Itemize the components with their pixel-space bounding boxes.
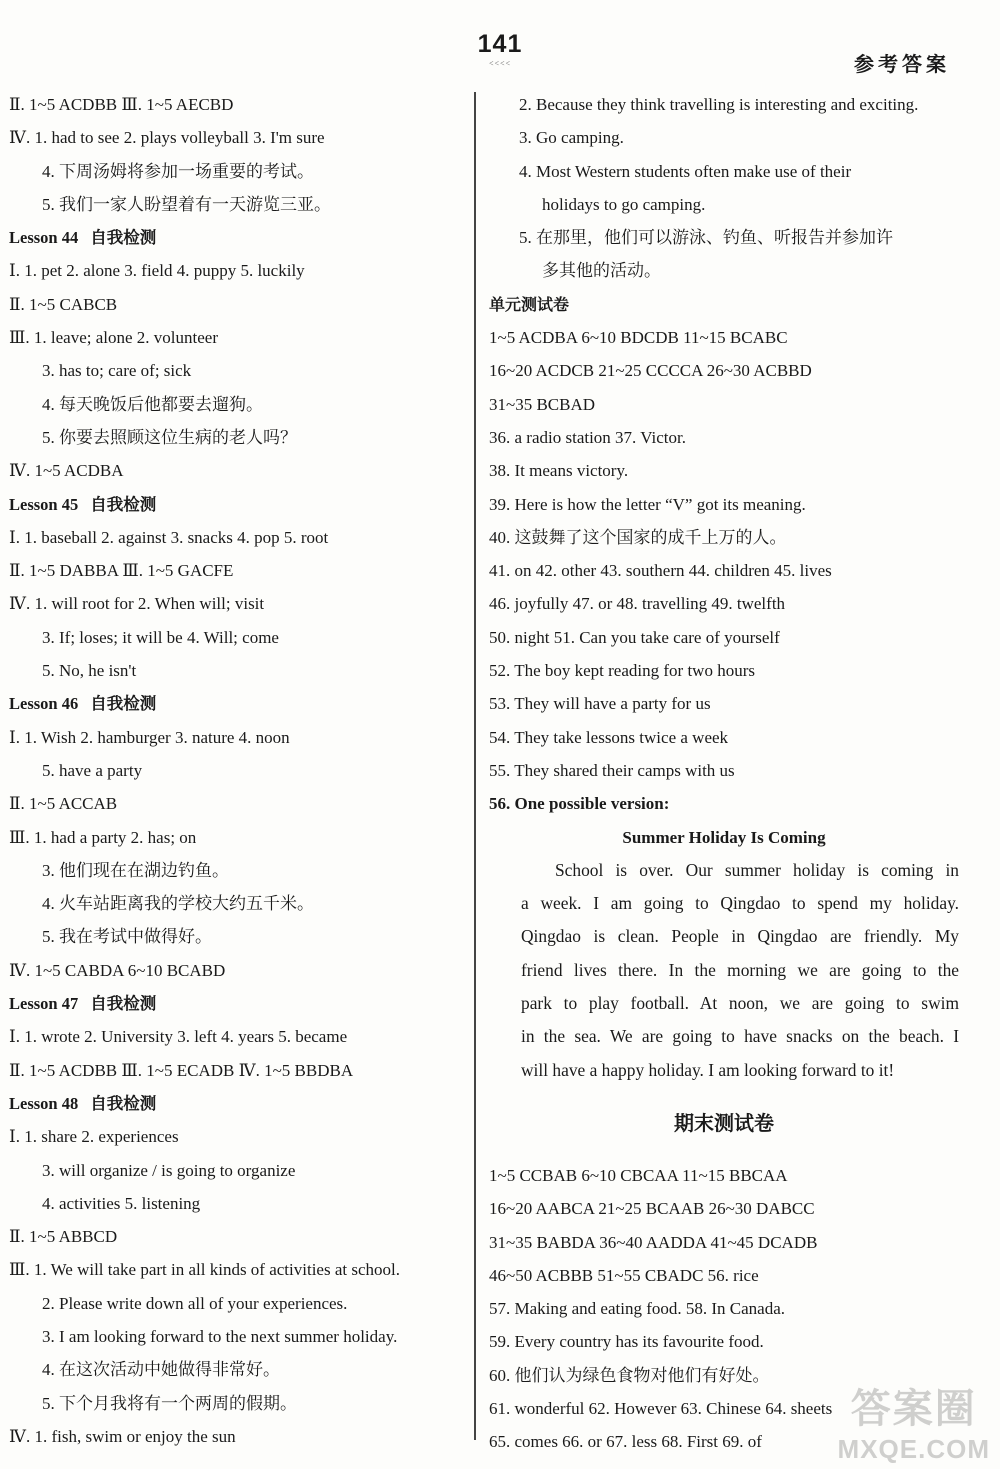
answer-line: Ⅰ. 1. pet 2. alone 3. field 4. puppy 5. luckily [9, 261, 305, 281]
lesson-heading [9, 488, 467, 521]
section-header: 参考答案 [854, 52, 950, 76]
essay-line: in the sea. We are going to have snacks on the beach. I [521, 1026, 959, 1047]
answer-line: Ⅱ. 1~5 ABBCD [9, 1227, 118, 1247]
answer-line: 3. Go camping. [519, 128, 624, 148]
final-exam-title: 期末测试卷 [674, 1110, 774, 1135]
answer-line: Ⅱ. 1~5 DABBA Ⅲ. 1~5 GACFE [9, 561, 234, 581]
answer-line: 40. 这鼓舞了这个国家的成千上万的人。 [489, 527, 787, 547]
answer-line: Ⅰ. 1. baseball 2. against 3. snacks 4. pop 5. root [9, 527, 329, 547]
answer-line: 31~35 BABDA 36~40 AADDA 41~45 DCADB [489, 1232, 818, 1252]
answer-line: Ⅲ. 1. leave; alone 2. volunteer [9, 328, 218, 348]
page-number: 141 [477, 30, 523, 58]
answer-line: 5. 我们一家人盼望着有一天游览三亚。 [42, 194, 331, 214]
essay-title: Summer Holiday Is Coming [622, 827, 826, 847]
answer-line: 5. 在那里，他们可以游泳、钓鱼、听报告并参加许 [519, 228, 893, 248]
watermark-url: MXQE.COM [837, 1434, 990, 1464]
lesson-title: Lesson 48 [9, 1093, 79, 1113]
answer-line: 5. 我在考试中做得好。 [42, 927, 212, 947]
answer-line: 3. If; loses; it will be 4. Will; come [42, 627, 279, 647]
essay-line: a week. I am going to Qingdao to spend my holiday. [521, 893, 959, 914]
answer-line: 50. night 51. Can you take care of yourself [489, 627, 780, 647]
essay-line: park to play football. At noon, we are going to swim [521, 993, 959, 1014]
answer-line: Ⅳ. 1~5 ACDBA [9, 461, 124, 481]
watermark [838, 1377, 990, 1465]
self-check-label: 自我检测 [90, 994, 157, 1014]
answer-line: 3. has to; care of; sick [42, 361, 192, 381]
answer-line: 5. 下个月我将有一个两周的假期。 [42, 1393, 297, 1413]
answer-line: Ⅱ. 1~5 ACCAB [9, 794, 118, 814]
lesson-heading [9, 221, 467, 254]
answer-line: 2. Because they think travelling is interesting and exciting. [519, 95, 919, 114]
answer-line: 4. Most Western students often make use of their [519, 161, 852, 181]
answer-line: 1~5 CCBAB 6~10 CBCAA 11~15 BBCAA [489, 1165, 788, 1185]
answer-line: 41. on 42. other 43. southern 44. children 45. lives [489, 561, 832, 581]
self-check-label: 自我检测 [90, 494, 157, 514]
answer-line: 4. 火车站距离我的学校大约五千米。 [42, 894, 314, 914]
answer-line: Ⅰ. 1. share 2. experiences [9, 1127, 179, 1147]
answer-line: 36. a radio station 37. Victor. [489, 427, 686, 447]
answer-line: 56. One possible version: [489, 794, 670, 814]
answer-line: 3. 他们现在在湖边钓鱼。 [42, 860, 229, 880]
answer-line: 5. have a party [42, 760, 143, 780]
answer-line: 多其他的活动。 [542, 261, 661, 281]
answer-line: Ⅰ. 1. Wish 2. hamburger 3. nature 4. noon [9, 727, 290, 747]
essay-line: will have a happy holiday. I am looking forward to it! [521, 1059, 895, 1080]
lesson-heading [9, 1087, 467, 1120]
answer-line: 65. comes 66. or 67. less 68. First 69. of [489, 1432, 762, 1452]
left-column [9, 88, 467, 1453]
answer-line: 4. 下周汤姆将参加一场重要的考试。 [42, 161, 314, 181]
answer-line: 53. They will have a party for us [489, 694, 711, 714]
answer-line: Ⅱ. 1~5 ACDBB Ⅲ. 1~5 ECADB Ⅳ. 1~5 BBDBA [9, 1060, 354, 1080]
answer-line: 4. 在这次活动中她做得非常好。 [42, 1360, 280, 1380]
answer-line: Ⅱ. 1~5 CABCB [9, 294, 118, 314]
answer-line: 39. Here is how the letter “V” got its meaning. [489, 494, 806, 514]
answer-line: 16~20 ACDCB 21~25 CCCCA 26~30 ACBBD [489, 361, 812, 381]
column-divider [474, 92, 476, 1440]
answer-line: 55. They shared their camps with us [489, 760, 735, 780]
answer-line: 5. 你要去照顾这位生病的老人吗？ [42, 427, 297, 447]
answer-line: 59. Every country has its favourite food. [489, 1332, 764, 1352]
answer-line: 3. I am looking forward to the next summer holiday. [42, 1326, 398, 1346]
answer-line: 60. 他们认为绿色食物对他们有好处。 [489, 1365, 770, 1385]
answer-line: 16~20 AABCA 21~25 BCAAB 26~30 DABCC [489, 1199, 815, 1219]
watermark-logo-text: 答案圈 [850, 1387, 977, 1431]
lesson-title: Lesson 46 [9, 694, 79, 714]
answer-line: 38. It means victory. [489, 461, 629, 481]
answer-line: 54. They take lessons twice a week [489, 727, 729, 747]
answer-line: 5. No, he isn't [42, 661, 137, 681]
answer-line: holidays to go camping. [542, 194, 706, 214]
essay-line: Qingdao is clean. People in Qingdao are friendly. My [521, 926, 959, 947]
answer-line: Ⅳ. 1. had to see 2. plays volleyball 3. I'm sure [9, 128, 325, 148]
answer-line: 46. joyfully 47. or 48. travelling 49. twelfth [489, 594, 786, 614]
lesson-title: Lesson 47 [9, 994, 79, 1014]
answer-line: 4. activities 5. listening [42, 1193, 201, 1213]
answer-line: 52. The boy kept reading for two hours [489, 661, 755, 681]
self-check-label: 自我检测 [90, 694, 157, 714]
answer-line: Ⅱ. 1~5 ACDBB Ⅲ. 1~5 AECBD [9, 95, 234, 114]
self-check-label: 自我检测 [90, 228, 157, 248]
answer-line: Ⅳ. 1. fish, swim or enjoy the sun [9, 1426, 236, 1446]
lesson-heading [9, 687, 467, 720]
lesson-title: Lesson 44 [9, 228, 79, 248]
essay-line: friend lives there. In the morning we are going to the [521, 959, 959, 980]
answer-line: Ⅳ. 1. will root for 2. When will; visit [9, 594, 265, 614]
answer-line: 1~5 ACDBA 6~10 BDCDB 11~15 BCABC [489, 328, 788, 348]
self-check-label: 自我检测 [90, 1093, 157, 1113]
answer-line: 2. Please write down all of your experiences. [42, 1293, 348, 1313]
answer-line: 31~35 BCBAD [489, 394, 596, 414]
answer-line: Ⅲ. 1. had a party 2. has; on [9, 827, 197, 847]
answer-line: Ⅳ. 1~5 CABDA 6~10 BCABD [9, 960, 226, 980]
answer-line: 4. 每天晚饭后他都要去遛狗。 [42, 394, 263, 414]
page-number-decoration: <<<< [488, 59, 512, 68]
answer-line: Ⅰ. 1. wrote 2. University 3. left 4. years 5. became [9, 1027, 348, 1047]
section-heading: 单元测试卷 [489, 294, 570, 314]
right-column [489, 88, 959, 1459]
lesson-heading [9, 987, 467, 1020]
answer-line: 57. Making and eating food. 58. In Canada. [489, 1299, 786, 1319]
essay-line: School is over. Our summer holiday is coming in [555, 859, 959, 880]
answer-line: 61. wonderful 62. However 63. Chinese 64. sheets [489, 1398, 833, 1418]
lesson-title: Lesson 45 [9, 494, 79, 514]
answer-line: 3. will organize / is going to organize [42, 1160, 296, 1180]
answer-line: Ⅲ. 1. We will take part in all kinds of activities at school. [9, 1260, 400, 1280]
answer-line: 46~50 ACBBB 51~55 CBADC 56. rice [489, 1265, 759, 1285]
